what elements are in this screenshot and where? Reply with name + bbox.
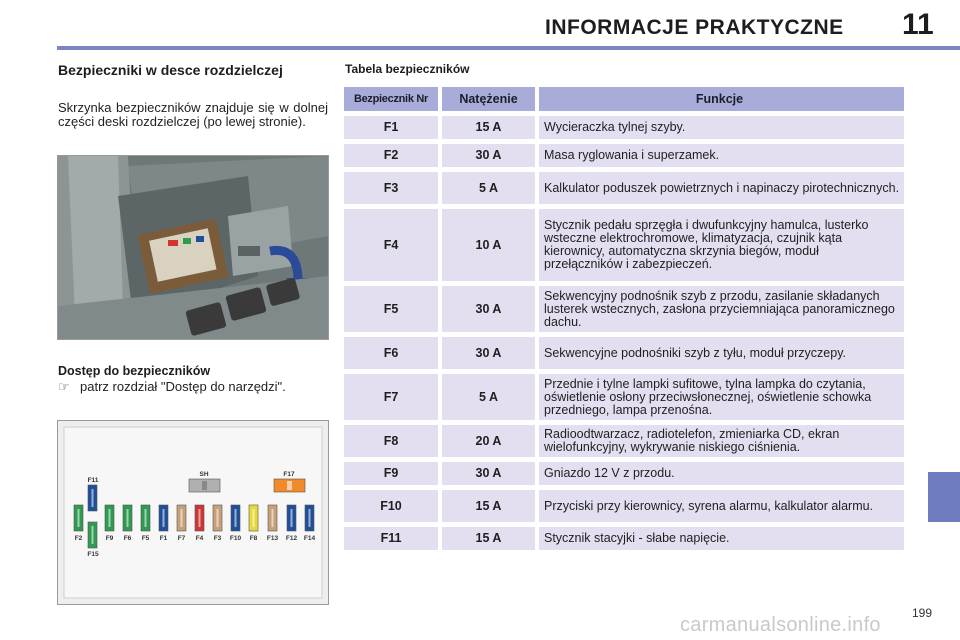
fuse-element: [253, 509, 255, 527]
fuse-element: [145, 509, 147, 527]
fuse-number: F8: [344, 425, 438, 457]
access-title: Dostęp do bezpieczników: [58, 364, 211, 378]
fuse-label: F17: [283, 471, 295, 478]
fuse-element: [272, 509, 274, 527]
table-row: [344, 144, 904, 167]
fuse-function: Kalkulator poduszek powietrznych i napinaczy pirotechnicznych.: [539, 172, 904, 204]
fuse-number: F6: [344, 337, 438, 369]
header-amperage: Natężenie: [442, 87, 535, 111]
table-row: [344, 337, 904, 369]
table-row: [344, 490, 904, 522]
fuse-amperage: 5 A: [442, 374, 535, 420]
fuse-element: [109, 509, 111, 527]
header-functions: Funkcje: [539, 87, 904, 111]
fuse-number: F2: [344, 144, 438, 167]
table-row: [344, 527, 904, 550]
fuse-diagram: [57, 420, 329, 605]
fuse-function: Przyciski przy kierownicy, syrena alarmu, kalkulator alarmu.: [539, 490, 904, 522]
chapter-tab: [928, 472, 960, 522]
table-row: [344, 286, 904, 332]
header-fuse-number: Bezpiecznik Nr: [344, 87, 438, 111]
fuse-label: F12: [285, 535, 298, 542]
fuse-layout-drawing: [58, 421, 328, 604]
fuse-number: F4: [344, 209, 438, 281]
fuse-number: F11: [344, 527, 438, 550]
table-row: [344, 209, 904, 281]
fuse-function: Gniazdo 12 V z przodu.: [539, 462, 904, 485]
fuse-label: F3: [213, 535, 222, 542]
fuse-amperage: 15 A: [442, 116, 535, 139]
fuse-label: F13: [266, 535, 279, 542]
fuse-number: F7: [344, 374, 438, 420]
table-header-row: [344, 87, 904, 111]
fuse-function: Stycznik stacyjki - słabe napięcie.: [539, 527, 904, 550]
fuse-label: F11: [87, 477, 99, 484]
fuse-label: SH: [199, 471, 209, 478]
access-instruction: [58, 379, 286, 395]
table-row: [344, 116, 904, 139]
dashboard-photo-illustration: [58, 156, 328, 339]
fuse-maxi-element: [287, 481, 292, 490]
fuse-label: F6: [123, 535, 132, 542]
access-text: patrz rozdział "Dostęp do narzędzi".: [80, 379, 286, 394]
page-title: INFORMACJE PRAKTYCZNE: [545, 16, 844, 39]
fuse-function: Sekwencyjne podnośniki szyb z tyłu, moduł przyczepy.: [539, 337, 904, 369]
fuse-amperage: 15 A: [442, 527, 535, 550]
fuse-function: Masa ryglowania i superzamek.: [539, 144, 904, 167]
fuse-table: [344, 87, 904, 555]
fuse-element: [309, 509, 311, 527]
fuse-function: Stycznik pedału sprzęgła i dwufunkcyjny hamulca, lusterko wsteczne elektrochromowe, klimatyzacja, czujnik kąta kierownicy, automatyczna skrzynia biegów, moduł przełączników i zabezpieczeń.: [539, 209, 904, 281]
fuse-amperage: 30 A: [442, 462, 535, 485]
fuse-amperage: 5 A: [442, 172, 535, 204]
chapter-number: 11: [902, 8, 934, 41]
section-title: Bezpieczniki w desce rozdzielczej: [58, 62, 283, 78]
fuse-number: F5: [344, 286, 438, 332]
dashboard-photo: [57, 155, 329, 340]
pointing-hand-icon: ☞: [58, 379, 70, 394]
fuse-number: F1: [344, 116, 438, 139]
fuse-function: Radioodtwarzacz, radiotelefon, zmieniarka CD, ekran wielofunkcyjny, wykrywanie niskiego ciśnienia.: [539, 425, 904, 457]
fuse-label: F15: [87, 551, 99, 558]
fuse-label: F4: [195, 535, 204, 542]
fuse-label: F1: [159, 535, 168, 542]
fuse-number: F10: [344, 490, 438, 522]
fuse-element: [181, 509, 183, 527]
table-row: [344, 172, 904, 204]
fuse-number: F3: [344, 172, 438, 204]
fuse-function: Wycieraczka tylnej szyby.: [539, 116, 904, 139]
fuse-amperage: 10 A: [442, 209, 535, 281]
section-paragraph: Skrzynka bezpieczników znajduje się w dolnej części deski rozdzielczej (po lewej stronie).: [58, 100, 328, 129]
fuse-element: [92, 489, 94, 507]
fuse-element: [291, 509, 293, 527]
table-row: [344, 374, 904, 420]
fuse-function: Sekwencyjny podnośnik szyb z przodu, zasilanie składanych lusterek wstecznych, zasłona przyciemniająca panoramicznego dachu.: [539, 286, 904, 332]
fuse-label: F9: [105, 535, 114, 542]
table-title: Tabela bezpieczników: [345, 62, 470, 76]
fuse-amperage: 30 A: [442, 286, 535, 332]
page-number: 199: [912, 606, 933, 620]
fuse-label: F8: [249, 535, 258, 542]
fuse-label: F7: [177, 535, 186, 542]
fuse-amperage: 30 A: [442, 144, 535, 167]
fuse-function: Przednie i tylne lampki sufitowe, tylna lampka do czytania, oświetlenie osłony przeciwsłonecznej, oświetlenie schowka przedniego, lampa przenośna.: [539, 374, 904, 420]
fuse-number: F9: [344, 462, 438, 485]
table-row: [344, 462, 904, 485]
fuse-label: F5: [141, 535, 150, 542]
fuse-amperage: 15 A: [442, 490, 535, 522]
fuse-element: [199, 509, 201, 527]
fuse-amperage: 30 A: [442, 337, 535, 369]
fuse-label: F10: [229, 535, 242, 542]
fuse-element: [163, 509, 165, 527]
table-row: [344, 425, 904, 457]
watermark: carmanualsonline.info: [680, 614, 881, 636]
fuse-element: [127, 509, 129, 527]
fuse-label: F14: [303, 535, 316, 542]
fuse-label: F2: [74, 535, 83, 542]
fuse-element: [78, 509, 80, 527]
shunt-element: [202, 481, 207, 490]
fuse-element: [217, 509, 219, 527]
fuse-element: [235, 509, 237, 527]
fuse-element: [92, 526, 94, 544]
header-divider: [57, 46, 960, 50]
fuse-amperage: 20 A: [442, 425, 535, 457]
